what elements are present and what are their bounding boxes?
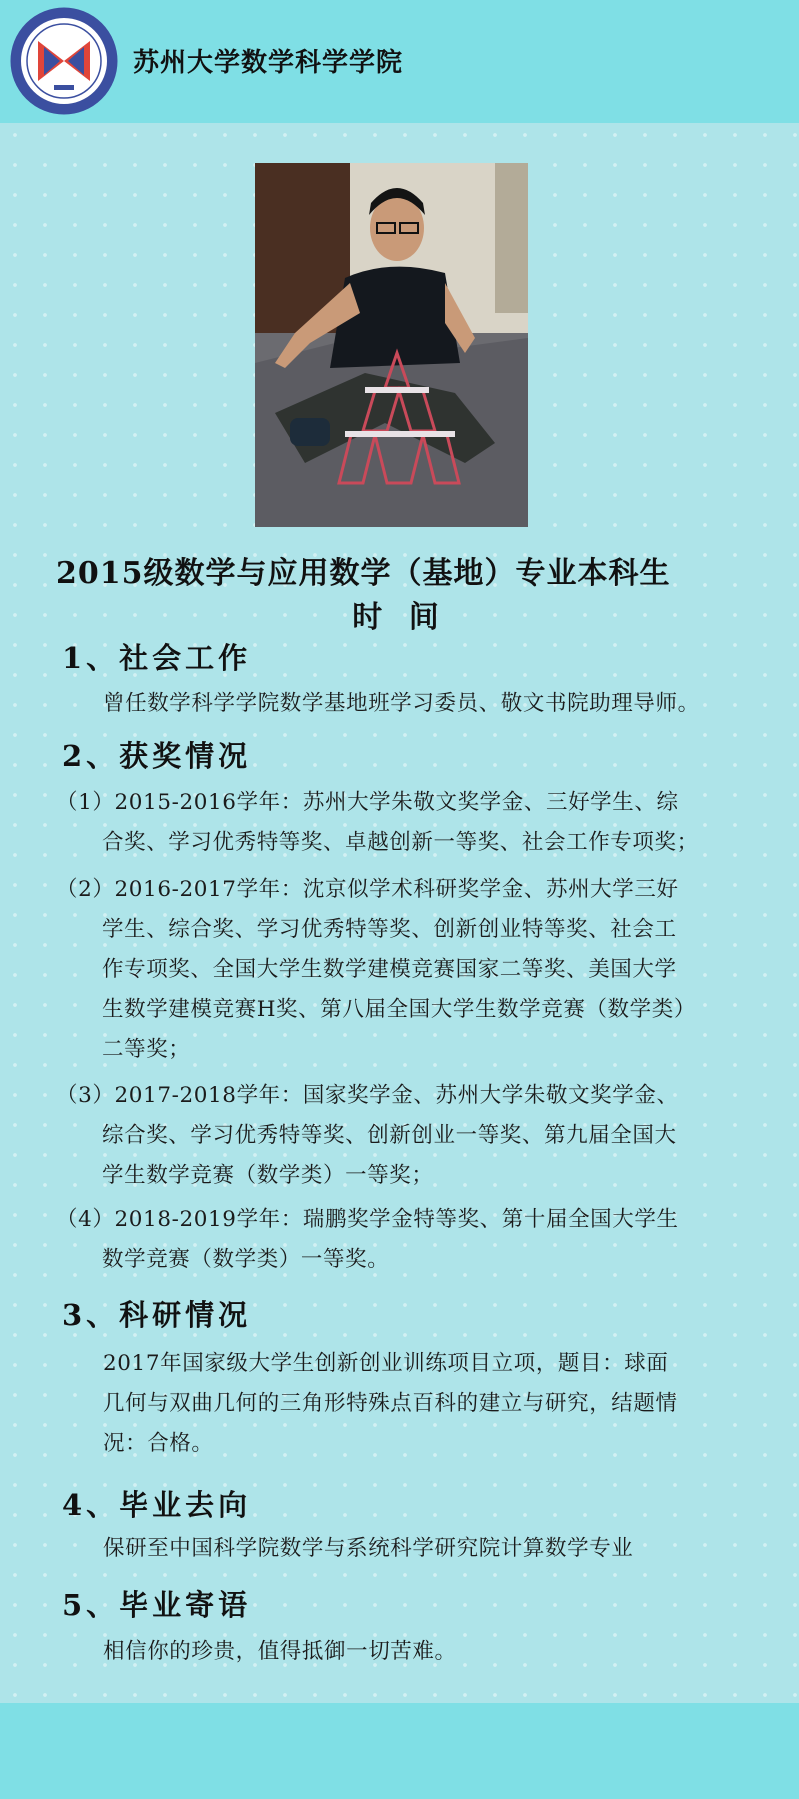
award-line: 数学竞赛（数学类）一等奖。 bbox=[102, 1247, 390, 1272]
school-emblem-icon bbox=[10, 7, 118, 115]
award-item bbox=[56, 1076, 756, 1196]
award-line: （1）2015-2016学年：苏州大学朱敬文奖学金、三好学生、综 bbox=[56, 790, 679, 815]
research-line: 几何与双曲几何的三角形特殊点百科的建立与研究，结题情 bbox=[103, 1391, 678, 1416]
award-line: 学生、综合奖、学习优秀特等奖、创新创业特等奖、社会工 bbox=[102, 917, 677, 942]
section-heading-awards: 2、获奖情况 bbox=[62, 739, 252, 773]
research-line: 况：合格。 bbox=[103, 1431, 214, 1456]
award-line: 生数学建模竞赛H奖、第八届全国大学生数学竞赛（数学类） bbox=[102, 997, 696, 1022]
section-heading-message: 5、毕业寄语 bbox=[62, 1588, 252, 1622]
award-line: 作专项奖、全国大学生数学建模竞赛国家二等奖、美国大学 bbox=[102, 957, 677, 982]
section-heading-destination: 4、毕业去向 bbox=[62, 1488, 252, 1522]
profile-title: 2015级数学与应用数学（基地）专业本科生 bbox=[56, 556, 671, 591]
award-line: （3）2017-2018学年：国家奖学金、苏州大学朱敬文奖学金、 bbox=[56, 1083, 679, 1108]
award-line: 学生数学竞赛（数学类）一等奖； bbox=[102, 1163, 434, 1188]
award-item bbox=[56, 1200, 756, 1280]
graduation-message-text: 相信你的珍贵，值得抵御一切苦难。 bbox=[103, 1639, 457, 1664]
research-line: 2017年国家级大学生创新创业训练项目立项，题目：球面 bbox=[103, 1351, 669, 1376]
destination-text: 保研至中国科学院数学与系统科学研究院计算数学专业 bbox=[103, 1536, 634, 1561]
section-heading-research: 3、科研情况 bbox=[62, 1298, 252, 1332]
research-text bbox=[103, 1344, 678, 1464]
award-item bbox=[56, 783, 756, 863]
student-name: 时 间 bbox=[352, 600, 447, 635]
award-item bbox=[56, 870, 756, 1070]
student-photo bbox=[255, 163, 528, 527]
award-line: 合奖、学习优秀特等奖、卓越创新一等奖、社会工作专项奖； bbox=[102, 830, 699, 855]
page-header bbox=[0, 0, 799, 123]
social-work-text: 曾任数学科学学院数学基地班学习委员、敬文书院助理导师。 bbox=[103, 691, 700, 716]
award-line: （2）2016-2017学年：沈京似学术科研奖学金、苏州大学三好 bbox=[56, 877, 679, 902]
award-line: 二等奖； bbox=[102, 1037, 191, 1062]
award-line: 综合奖、学习优秀特等奖、创新创业一等奖、第九届全国大 bbox=[102, 1123, 677, 1148]
school-name: 苏州大学数学科学学院 bbox=[133, 48, 404, 78]
award-line: （4）2018-2019学年：瑞鹏奖学金特等奖、第十届全国大学生 bbox=[56, 1207, 679, 1232]
section-heading-social-work: 1、社会工作 bbox=[62, 641, 252, 675]
page-footer bbox=[0, 1703, 799, 1799]
